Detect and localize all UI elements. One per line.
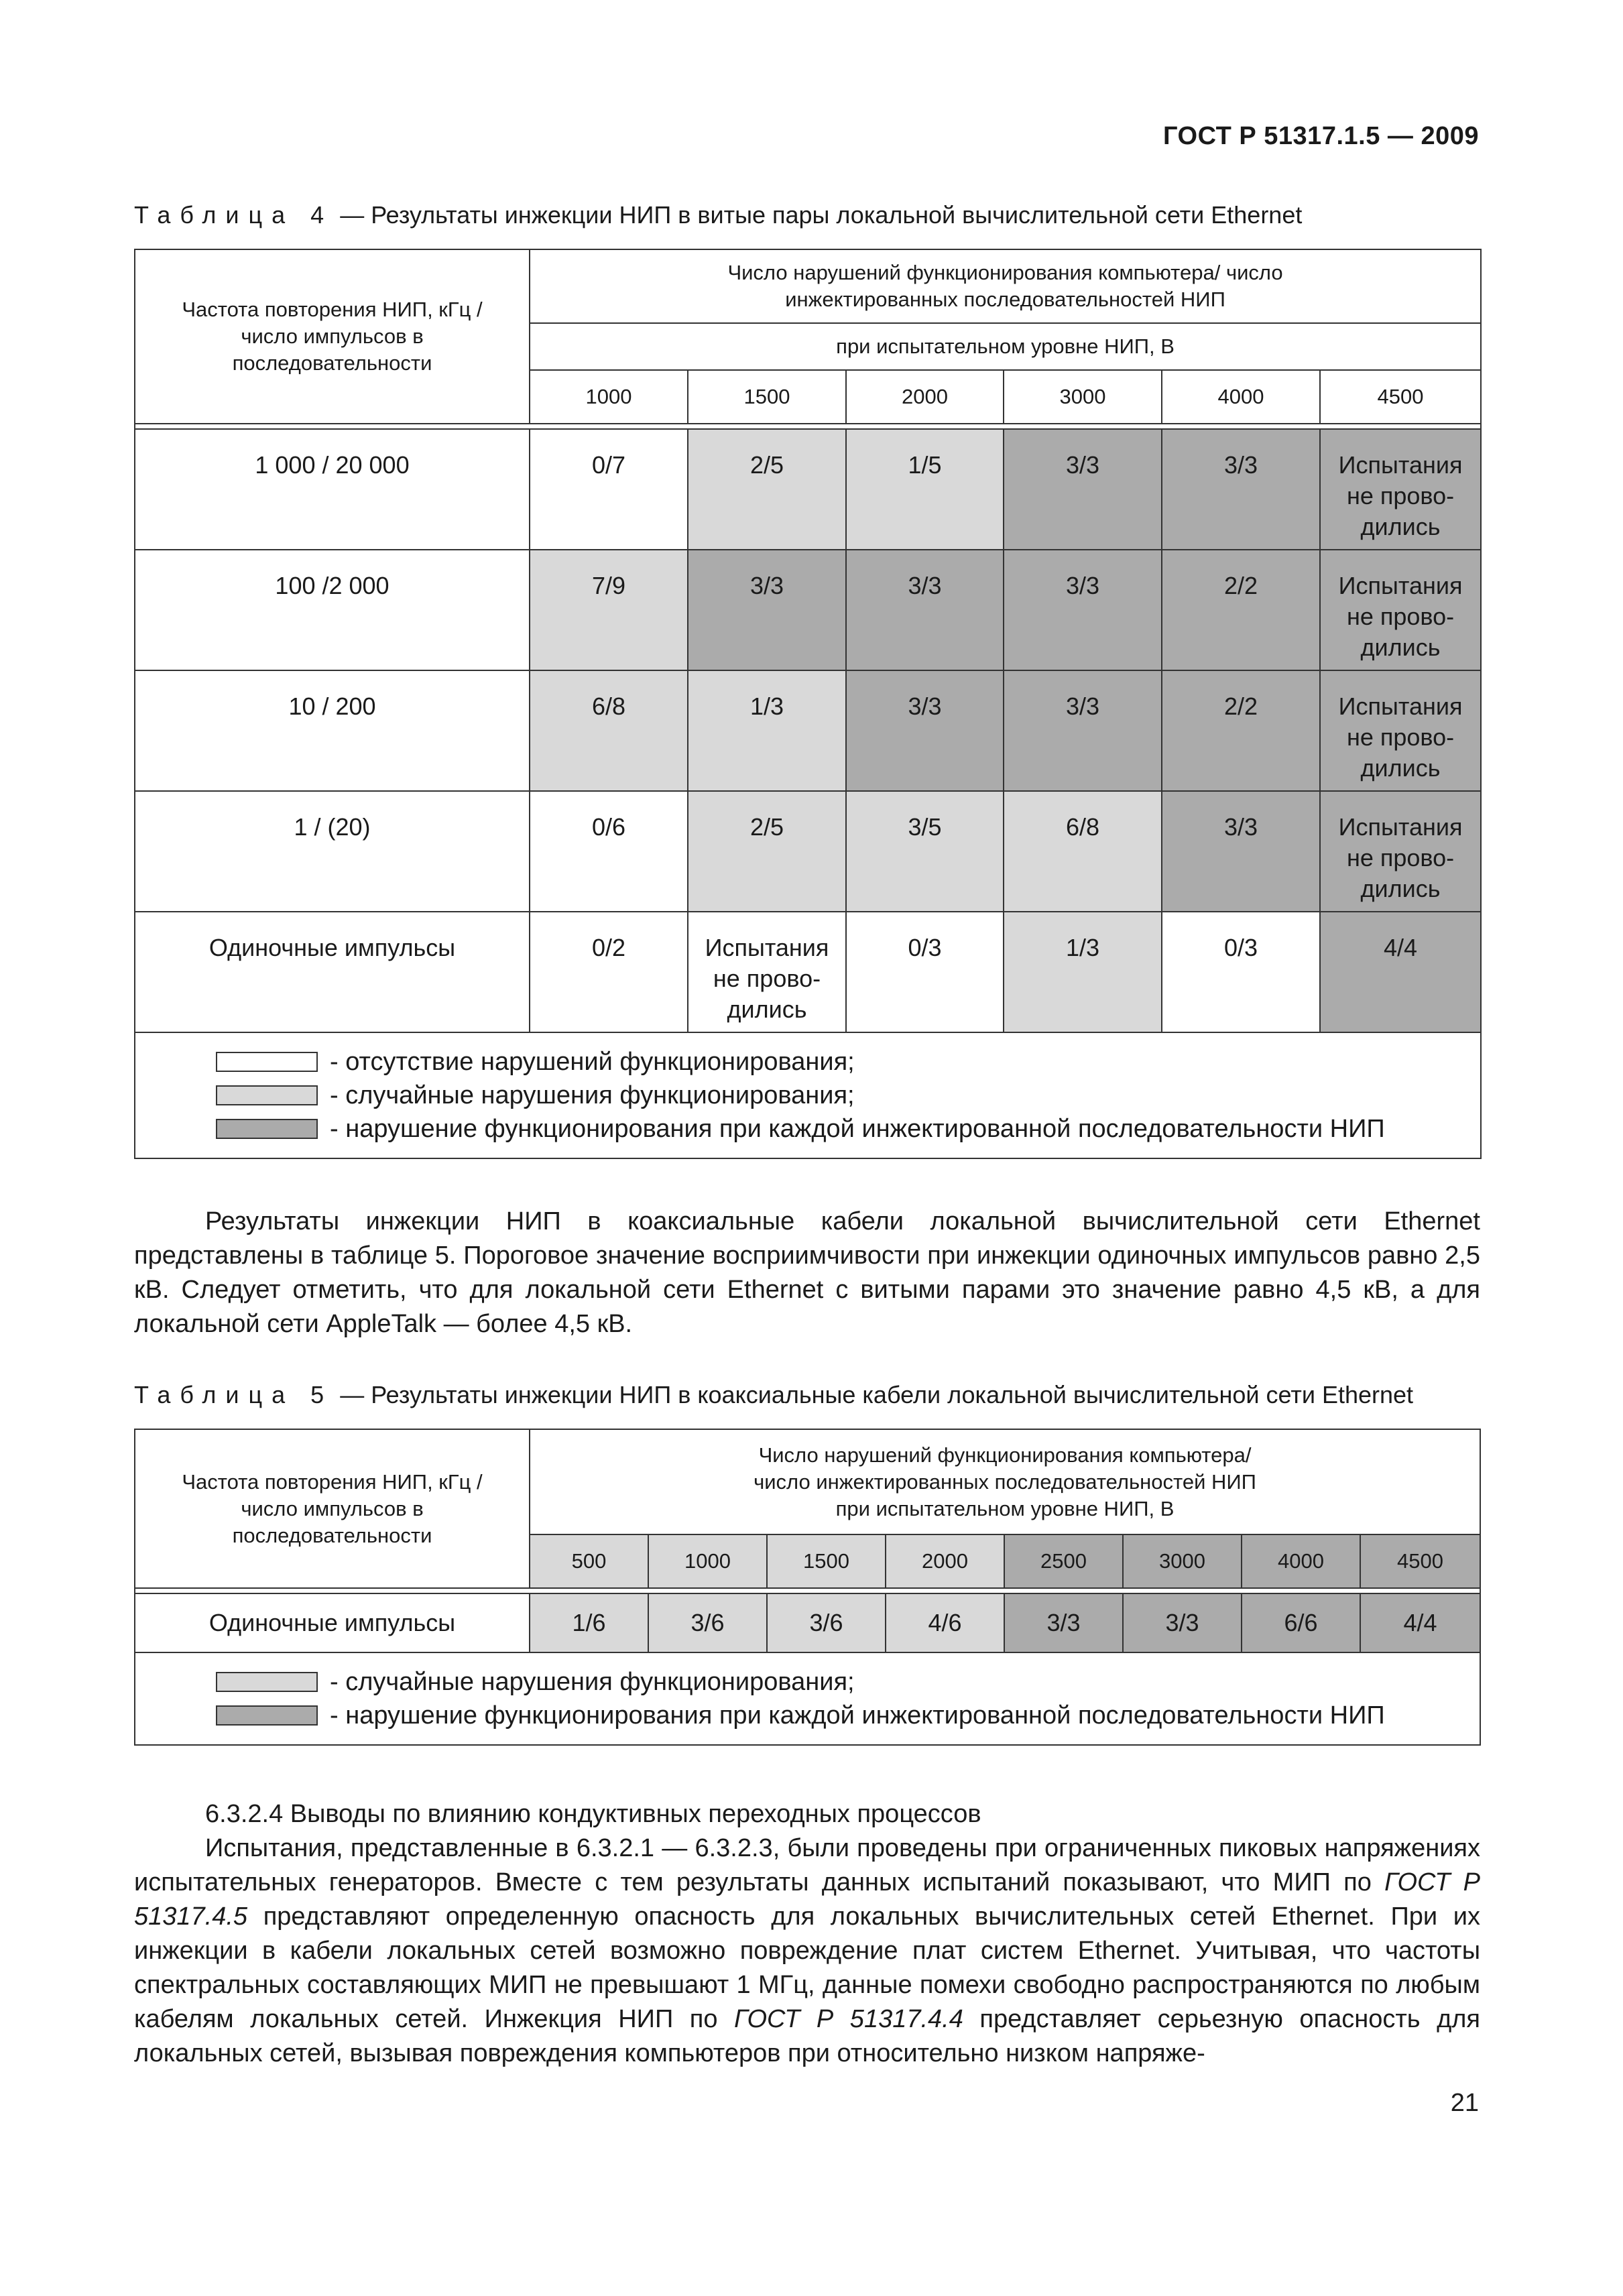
table-cell: 2/5: [688, 791, 846, 912]
table-cell: 1/3: [1004, 912, 1162, 1032]
table5-group-header: Число нарушений функционирования компьютера/ число инжектированных последовательностей НИП при испытательном уровне НИП, В: [530, 1429, 1480, 1534]
table-cell: 3/3: [846, 550, 1004, 670]
table-cell: 3/3: [1004, 1593, 1123, 1652]
table-cell: Испытания не прово-дились: [1320, 550, 1481, 670]
standard-reference-4-4: ГОСТ Р 51317.4.4: [734, 2005, 963, 2033]
table-cell: 0/2: [530, 912, 688, 1032]
table-cell: 3/6: [767, 1593, 886, 1652]
legend-text: - случайные нарушения функционирования;: [330, 1668, 855, 1696]
table4-level-header-cell: 1000: [530, 370, 688, 424]
table4-level-header-cell: 3000: [1004, 370, 1162, 424]
table-cell: 4/4: [1320, 912, 1481, 1032]
row-label: Одиночные импульсы: [135, 912, 530, 1032]
legend-text: - случайные нарушения функционирования;: [330, 1081, 855, 1109]
row-label: 1 / (20): [135, 791, 530, 912]
paragraph-conclusions-part2: представляют определенную опасность для локальных вычислительных сетей Ethernet. При их инжекции в кабели локальных сетей возможно повреждение плат систем Ethernet. Учитывая, что частоты спектральных составляющих МИП не превышают 1 МГц, данные помехи свободно распространяются по любым кабелям локальных сетей. Инжекция НИП по: [134, 1902, 1481, 2033]
table-row: [135, 670, 1481, 791]
paragraph-results-text: Результаты инжекции НИП в коаксиальные кабели локальной вычислительной сети Ethernet представлены в таблице 5. Пороговое значение восприимчивости при инжекции одиночных импульсов равно 2,5 кВ. Следует отметить, что для локальной сети Ethernet с витыми парами это значение равно 4,5 кВ, а для локальной сети AppleTalk — более 4,5 кВ.: [134, 1207, 1480, 1338]
table4-caption: [134, 201, 1302, 229]
table-cell: Испытания не прово-дились: [688, 912, 846, 1032]
table4-level-header-cell: 4500: [1320, 370, 1481, 424]
table-cell: Испытания не прово-дились: [1320, 791, 1481, 912]
paragraph-conclusions-part1: Испытания, представленные в 6.3.2.1 — 6.3.2.3, были проведены при ограниченных пиковых напряжениях испытательных генераторов. Вместе с тем результаты данных испытаний показывают, что МИП по: [134, 1834, 1480, 1896]
table-row: [135, 429, 1481, 550]
table-cell: 4/6: [886, 1593, 1004, 1652]
row-label: 100 /2 000: [135, 550, 530, 670]
legend-swatch: [216, 1052, 318, 1072]
table4-level-header-cell: 1500: [688, 370, 846, 424]
row-label: 10 / 200: [135, 670, 530, 791]
table-cell: Испытания не прово-дились: [1320, 670, 1481, 791]
table-cell: 3/3: [1162, 429, 1320, 550]
legend-item: [216, 1045, 1480, 1079]
row-label: Одиночные импульсы: [135, 1593, 530, 1652]
table4-caption-label: Таблица 4: [134, 201, 334, 229]
legend-text: - нарушение функционирования при каждой инжектированной последовательности НИП: [330, 1115, 1385, 1143]
table-cell: 3/3: [1004, 550, 1162, 670]
table5-caption: [134, 1381, 1413, 1409]
table5-level-header-cell: 1000: [648, 1534, 767, 1588]
table5-level-header-cell: 3000: [1123, 1534, 1242, 1588]
table-cell: 1/6: [530, 1593, 648, 1652]
table-cell: 2/5: [688, 429, 846, 550]
table4-group-header: Число нарушений функционирования компьютера/ число инжектированных последовательностей НИП: [530, 249, 1481, 323]
table-cell: 3/3: [846, 670, 1004, 791]
table-cell: 3/3: [1162, 791, 1320, 912]
legend-swatch: [216, 1672, 318, 1692]
table-cell: 2/2: [1162, 550, 1320, 670]
table-cell: 6/8: [530, 670, 688, 791]
row-label: 1 000 / 20 000: [135, 429, 530, 550]
table-cell: 6/8: [1004, 791, 1162, 912]
section-conclusions: [134, 1797, 1480, 2071]
table-row: [135, 1593, 1480, 1652]
table5-col1-header: Частота повторения НИП, кГц /число импульсов в последовательности: [135, 1429, 530, 1588]
table-cell: 1/3: [688, 670, 846, 791]
table4-caption-text: — Результаты инжекции НИП в витые пары локальной вычислительной сети Ethernet: [340, 201, 1303, 229]
table-row: [135, 550, 1481, 670]
table4-col1-header: Частота повторения НИП, кГц /число импульсов в последовательности: [135, 249, 530, 424]
table-cell: 7/9: [530, 550, 688, 670]
table5-level-header-cell: 1500: [767, 1534, 886, 1588]
table-cell: 6/6: [1242, 1593, 1360, 1652]
table5-level-header-cell: 500: [530, 1534, 648, 1588]
legend-item: [216, 1665, 1480, 1699]
table-cell: 0/3: [1162, 912, 1320, 1032]
paragraph-results: [134, 1205, 1480, 1341]
table4-level-header-cell: 2000: [846, 370, 1004, 424]
table5: [134, 1429, 1481, 1746]
table5-level-header-cell: 4500: [1360, 1534, 1480, 1588]
table4-legend: [135, 1032, 1481, 1158]
paragraph-conclusions-part3: представляет серьезную опасность для локальных сетей, вызывая повреждения компьютеров при относительно низком напряже-: [134, 2005, 1480, 2067]
paragraph-conclusions: [134, 1831, 1480, 2071]
legend-text: - нарушение функционирования при каждой инжектированной последовательности НИП: [330, 1701, 1385, 1730]
table-row: [135, 912, 1481, 1032]
table-cell: 3/3: [1004, 670, 1162, 791]
legend-item: [216, 1699, 1480, 1732]
table-cell: 0/7: [530, 429, 688, 550]
table-row: [135, 791, 1481, 912]
legend-item: [216, 1079, 1480, 1112]
table-cell: 1/5: [846, 429, 1004, 550]
table4-level-header: при испытательном уровне НИП, В: [530, 323, 1481, 370]
legend-swatch: [216, 1119, 318, 1139]
table-cell: 4/4: [1360, 1593, 1480, 1652]
page-number: 21: [1450, 2089, 1479, 2117]
table-cell: Испытания не прово-дились: [1320, 429, 1481, 550]
table4-level-header-cell: 4000: [1162, 370, 1320, 424]
section-heading: 6.3.2.4 Выводы по влиянию кондуктивных переходных процессов: [205, 1800, 981, 1828]
table-cell: 3/5: [846, 791, 1004, 912]
table5-level-header-cell: 2500: [1004, 1534, 1123, 1588]
table-cell: 3/6: [648, 1593, 767, 1652]
legend-swatch: [216, 1085, 318, 1105]
table-cell: 3/3: [1004, 429, 1162, 550]
table5-level-header-cell: 2000: [886, 1534, 1004, 1588]
standard-reference-4-5: ГОСТ Р 51317.4.5: [134, 1868, 1480, 1931]
table5-caption-label: Таблица 5: [134, 1381, 334, 1408]
table-cell: 3/3: [1123, 1593, 1242, 1652]
document-header: ГОСТ Р 51317.1.5 — 2009: [1163, 122, 1479, 150]
table5-legend: [135, 1652, 1480, 1745]
table-cell: 2/2: [1162, 670, 1320, 791]
table-cell: 0/3: [846, 912, 1004, 1032]
table-cell: 0/6: [530, 791, 688, 912]
table5-caption-text: — Результаты инжекции НИП в коаксиальные кабели локальной вычислительной сети Ethernet: [340, 1381, 1414, 1408]
table4: [134, 249, 1482, 1159]
legend-swatch: [216, 1705, 318, 1726]
legend-text: - отсутствие нарушений функционирования;: [330, 1048, 855, 1076]
table5-level-header-cell: 4000: [1242, 1534, 1360, 1588]
legend-item: [216, 1112, 1480, 1146]
table-cell: 3/3: [688, 550, 846, 670]
